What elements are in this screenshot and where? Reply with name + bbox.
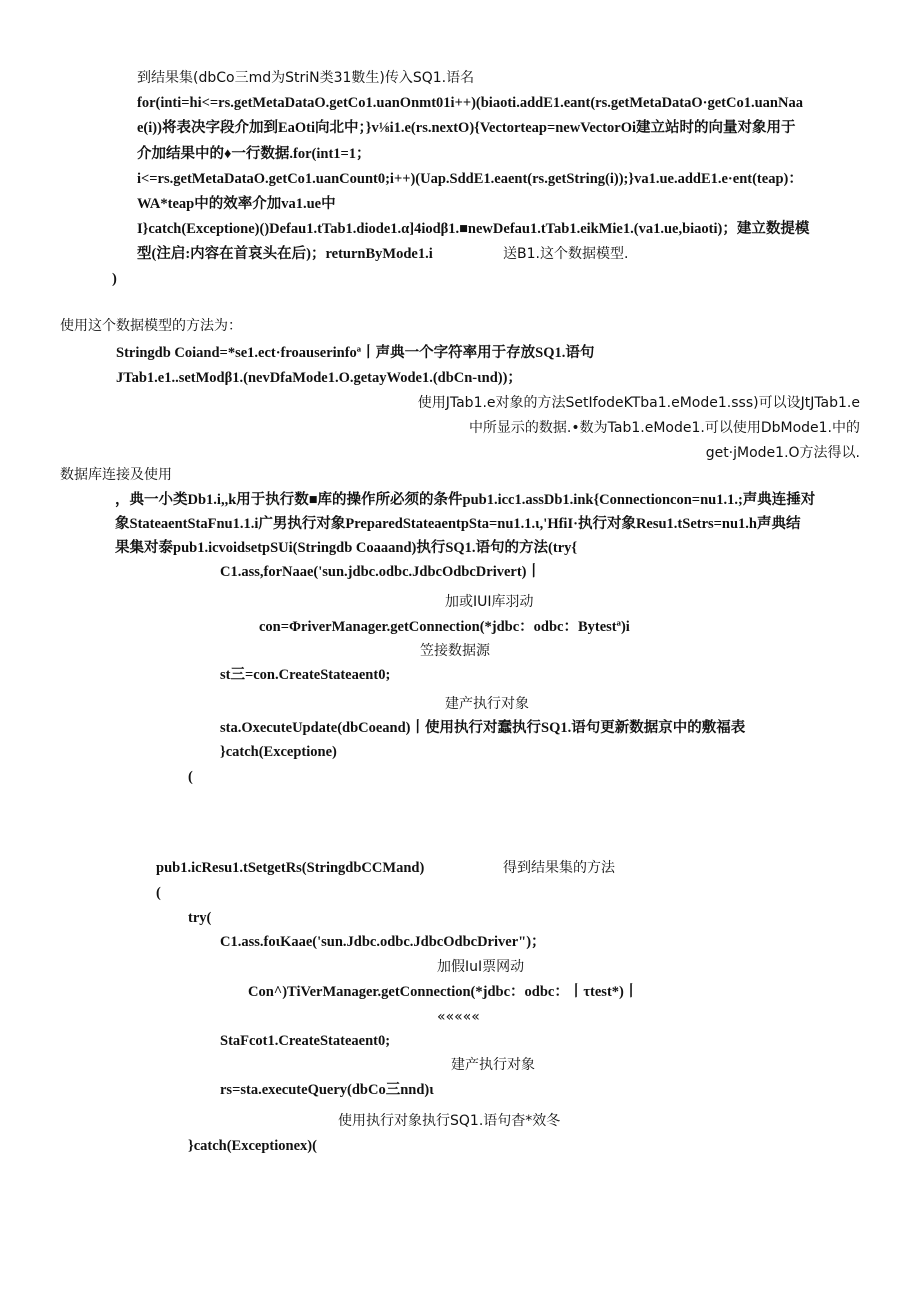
code-line: con=ΦriverManager.getConnection(*jdbc：odbc：Bytestª)i xyxy=(259,619,630,635)
code-comment: 送B1.这个数据模型. xyxy=(503,246,629,262)
section-heading: 数据库连接及使用 xyxy=(60,467,172,483)
code-comment: 加或IUI库羽动 xyxy=(445,594,534,610)
code-comment: 得到结果集的方法 xyxy=(503,860,615,876)
code-comment: ««««« xyxy=(437,1009,480,1025)
code-line: rs=sta.executeQuery(dbCo三nnd)ι xyxy=(220,1082,434,1098)
code-line: 象StateaentStaFnu1.1.i广男执行对象PreparedStateaentpSta=nu1.1.ι,'HfiI·执行对象Resu1.tSetrs=nu1.h声典结 xyxy=(115,516,801,532)
text-line: 到结果集(dbCo三md为StriN类31數生)传入SQ1.语名 xyxy=(137,70,475,86)
code-comment: 建产执行对象 xyxy=(445,696,529,712)
code-line: StaFcot1.CreateStateaent0; xyxy=(220,1033,391,1049)
code-comment: 建产执行对象 xyxy=(451,1057,535,1073)
code-line: i<=rs.getMetaDataO.getCo1.uanCount0;i++)(Uap.SddE1.eaent(rs.getString(i));}va1.ue.addE1.e·ent(teap)： xyxy=(137,171,803,187)
code-line: Stringdb Coiand=*se1.ect·froauserinfoª丨声典一个字符率用于存放SQ1.语句 xyxy=(116,345,595,361)
code-comment: 使用JTab1.e对象的方法SetIfodeKTba1.eMode1.sss)可以设JtJTab1.e xyxy=(417,395,860,411)
code-line: 型(注启:内容在首哀头在后)；returnByMode1.i xyxy=(137,246,433,262)
code-line: ，典一小类Db1.i,,k用于执行数■库的操作所必须的条件pub1.icc1.assDb1.ink{Connectioncon=nu1.1.;声典连捶对 xyxy=(115,492,816,508)
section-heading: 使用这个数据模型的方法为： xyxy=(60,318,242,334)
code-comment: 笠接数据源 xyxy=(420,643,490,659)
code-line: ( xyxy=(156,885,161,901)
code-comment: 加假IuI票网动 xyxy=(437,959,525,975)
code-line: e(i))将表决字段介加到EaOti向北中；}v⅛i1.e(rs.nextO){Vectorteap=newVectorOi建立站时的向量对象用于 xyxy=(137,120,796,136)
code-line: pub1.icResu1.tSetgetRs(StringdbCCMand) xyxy=(156,860,425,876)
code-line: 果集对泰pub1.icvoidsetpSUi(Stringdb Coaaand)执行SQ1.语句的方法(try{ xyxy=(115,540,578,556)
code-line: I}catch(Exceptione)()Defau1.tTab1.diode1.α]4iodβ1.■newDefau1.tTab1.eikMie1.(va1.ue,biaoti)；建立数提模 xyxy=(137,221,810,237)
code-line: 介加结果中的♦一行数据.for(int1=1； xyxy=(137,146,371,162)
code-line: Con^)TiVerManager.getConnection(*jdbc：odbc：丨τtest*)丨 xyxy=(248,984,639,1000)
code-line: }catch(Exceptionex)( xyxy=(188,1138,317,1154)
code-comment: 使用执行对象执行SQ1.语句杳*效冬 xyxy=(338,1113,561,1129)
code-line: for(inti=hi<=rs.getMetaDataO.getCo1.uanOnmt01i++)(biaoti.addE1.eant(rs.getMetaDataO·getCo1.uanNaa xyxy=(137,95,803,111)
code-line: try( xyxy=(188,910,212,926)
code-line: WA*teap中的效率介加va1.ue中 xyxy=(137,196,336,212)
code-line: ) xyxy=(112,271,117,287)
code-comment: get·jMode1.O方法得以. xyxy=(705,445,860,461)
code-line: }catch(Exceptione) xyxy=(220,744,337,760)
code-line: C1.ass,forNaae('sun.jdbc.odbc.JdbcOdbcDrivert)丨 xyxy=(220,564,542,580)
code-line: ( xyxy=(188,769,193,785)
code-line: sta.OxecuteUpdate(dbCoeand)丨使用执行对蠢执行SQ1.语句更新数据京中的敷福表 xyxy=(220,720,746,736)
code-line: st三=con.CreateStateaent0; xyxy=(220,667,391,683)
code-line: C1.ass.foιKaae('sun.Jdbc.odbc.JdbcOdbcDriver")； xyxy=(220,934,546,950)
code-line: JTab1.e1..setModβ1.(nevDfaMode1.O.getayWode1.(dbCn-ιnd))； xyxy=(116,370,522,386)
code-comment: 中所显示的数据.•数为Tab1.eMode1.可以使用DbMode1.中的 xyxy=(468,420,860,436)
